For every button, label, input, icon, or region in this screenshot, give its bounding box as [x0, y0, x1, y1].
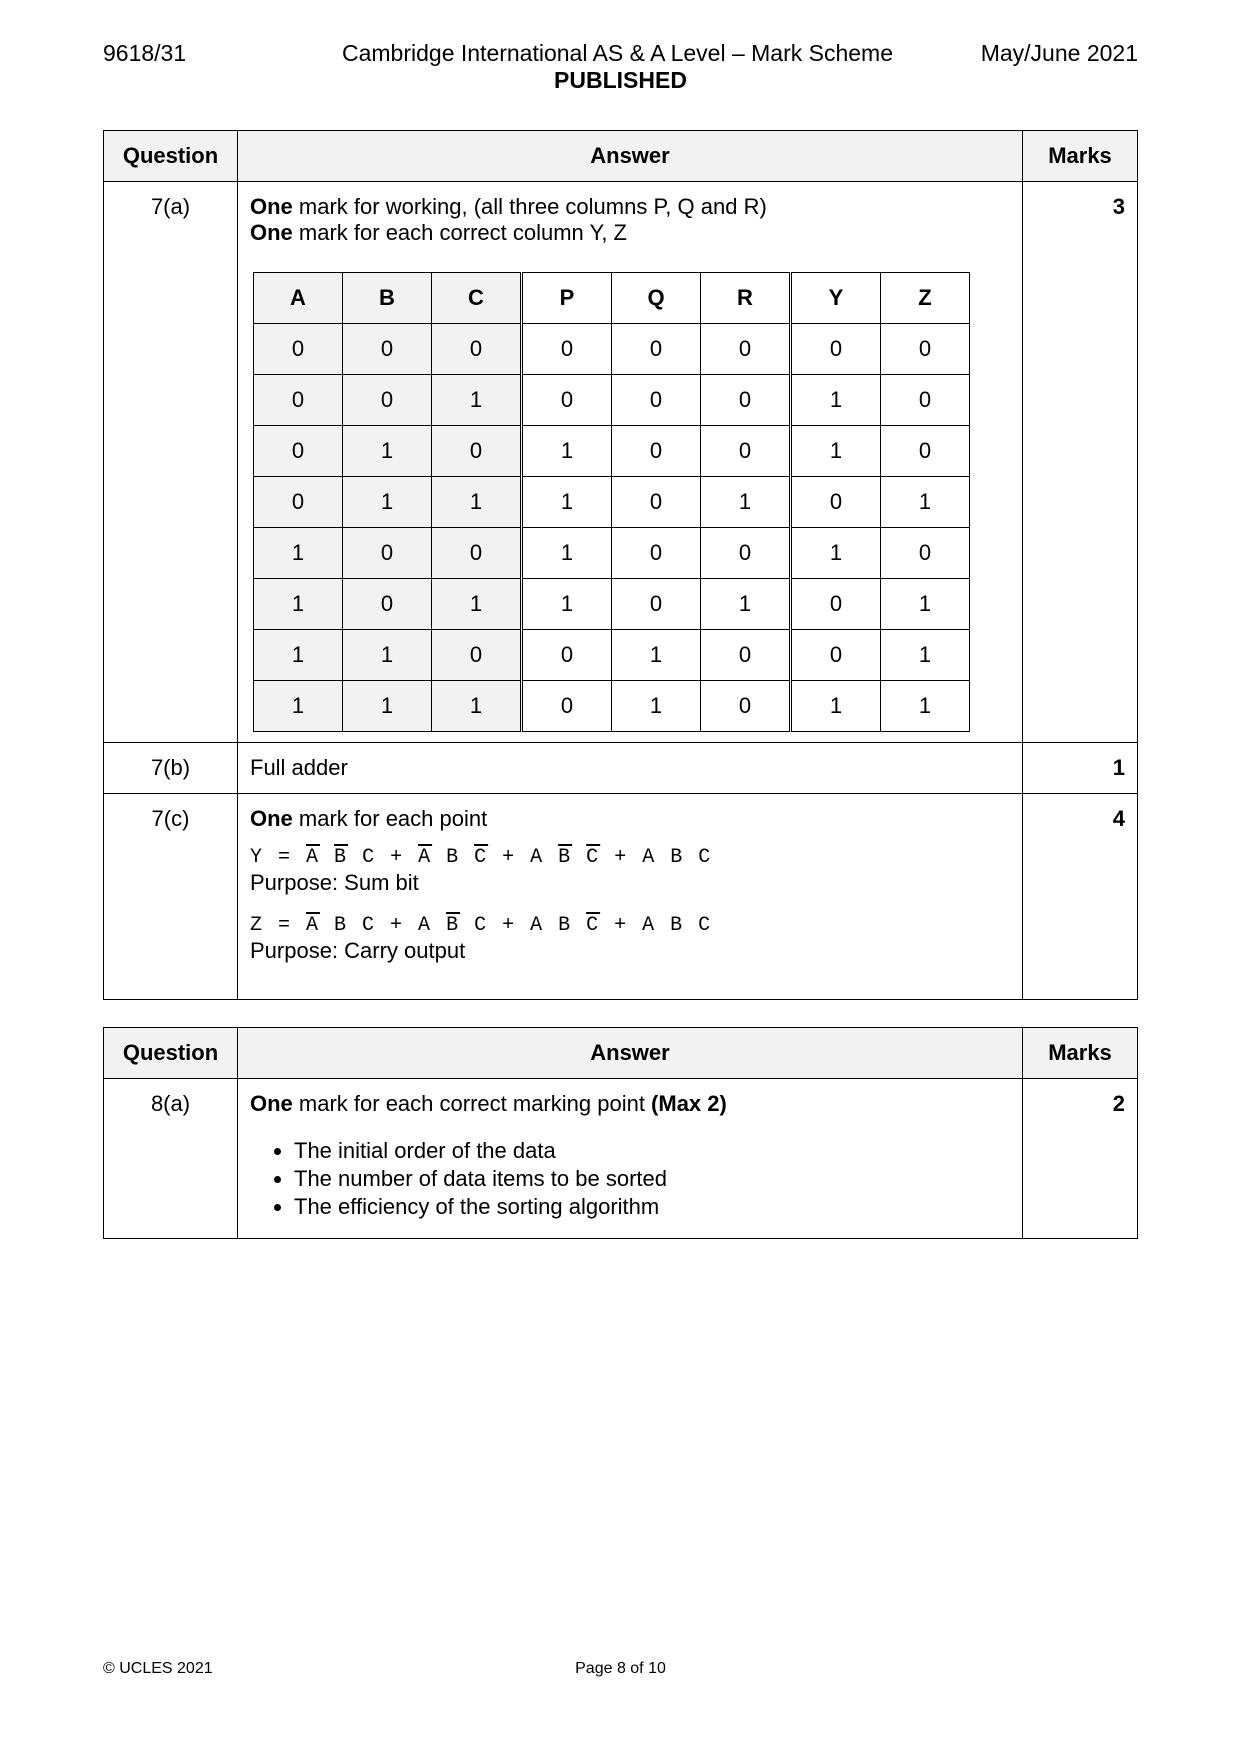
- marking-note: [250, 806, 1010, 832]
- note-text: mark for working, (all three columns P, Q and R): [292, 194, 767, 219]
- emphasis-text: One: [250, 1091, 293, 1116]
- truth-table-cell: 0: [881, 324, 970, 375]
- truth-table-cell: 0: [254, 426, 343, 477]
- carry-purpose: Purpose: Carry output: [250, 938, 466, 963]
- truth-table-cell: 0: [432, 528, 522, 579]
- truth-table-cell: 0: [254, 324, 343, 375]
- truth-table-header: Q: [612, 273, 701, 324]
- truth-table-cell: 1: [432, 477, 522, 528]
- truth-table-header: A: [254, 273, 343, 324]
- truth-table-cell: 0: [701, 630, 791, 681]
- truth-table-cell: 0: [254, 477, 343, 528]
- marks-value: 2: [1023, 1079, 1138, 1239]
- note-text: mark for each point: [292, 806, 488, 831]
- table-row: [104, 743, 1138, 794]
- truth-table-cell: 1: [254, 579, 343, 630]
- answer-cell: [238, 1079, 1023, 1239]
- truth-table-cell: 1: [432, 681, 522, 732]
- truth-table-cell: 1: [791, 375, 881, 426]
- emphasis-text: One: [250, 806, 293, 831]
- truth-table-cell: 0: [612, 579, 701, 630]
- truth-table-row: [254, 681, 970, 732]
- published-label: PUBLISHED: [554, 67, 687, 93]
- truth-table-row: [254, 324, 970, 375]
- list-item: • The number of data items to be sorted: [294, 1165, 1010, 1193]
- marks-column-header: Marks: [1023, 131, 1138, 182]
- truth-table-cell: 1: [254, 528, 343, 579]
- truth-table-cell: 0: [522, 375, 612, 426]
- truth-table-cell: 0: [612, 324, 701, 375]
- truth-table-cell: 1: [612, 630, 701, 681]
- truth-table-cell: 1: [343, 477, 432, 528]
- truth-table-cell: 0: [612, 528, 701, 579]
- truth-table-cell: 1: [254, 681, 343, 732]
- marking-points-list: [250, 1137, 1010, 1221]
- table-row: [104, 182, 1138, 743]
- truth-table-cell: 1: [791, 426, 881, 477]
- copyright-notice: © UCLES 2021: [103, 1660, 213, 1677]
- truth-table-cell: 1: [522, 426, 612, 477]
- note-text: mark for each correct marking point: [292, 1091, 652, 1116]
- truth-table-cell: 0: [791, 630, 881, 681]
- truth-table-cell: 1: [612, 681, 701, 732]
- truth-table-cell: 1: [881, 477, 970, 528]
- truth-table-cell: 0: [612, 375, 701, 426]
- truth-table-cell: 0: [432, 630, 522, 681]
- mark-scheme-table-q7: [103, 130, 1138, 1000]
- emphasis-text: One: [250, 194, 293, 219]
- marks-value: 1: [1023, 743, 1138, 794]
- truth-table-cell: 0: [612, 426, 701, 477]
- truth-table-cell: 0: [612, 477, 701, 528]
- marks-value: 3: [1023, 182, 1138, 743]
- list-item: • The efficiency of the sorting algorithm: [294, 1193, 1010, 1221]
- truth-table-cell: 0: [701, 528, 791, 579]
- truth-table-cell: 0: [343, 528, 432, 579]
- max-marks-note: (Max 2): [651, 1091, 727, 1116]
- truth-table-cell: 0: [791, 324, 881, 375]
- expression-prefix: Y =: [250, 846, 307, 869]
- truth-table-cell: 0: [881, 426, 970, 477]
- note-text: mark for each correct column Y, Z: [292, 220, 627, 245]
- truth-table-header: B: [343, 273, 432, 324]
- question-id: 7(a): [104, 182, 238, 743]
- truth-table-row: [254, 579, 970, 630]
- truth-table-cell: 1: [432, 375, 522, 426]
- marks-value: 4: [1023, 794, 1138, 1000]
- truth-table-cell: 0: [432, 426, 522, 477]
- truth-table-header: Y: [791, 273, 881, 324]
- truth-table-cell: 1: [432, 579, 522, 630]
- truth-table-cell: 0: [881, 528, 970, 579]
- truth-table: [253, 272, 970, 732]
- truth-table-cell: 0: [522, 630, 612, 681]
- truth-table-cell: 1: [522, 477, 612, 528]
- question-column-header: Question: [104, 1028, 238, 1079]
- truth-table-cell: 0: [701, 681, 791, 732]
- question-column-header: Question: [104, 131, 238, 182]
- table-header-row: [104, 1028, 1138, 1079]
- truth-table-cell: 0: [701, 426, 791, 477]
- answer-column-header: Answer: [238, 131, 1023, 182]
- marking-note: [250, 220, 1010, 246]
- sum-expression: $Y = \overline{A}$ $\overline{B}$ $C + \overline{A}$ B $\overline{C} + A$ $\overline{B}$ $\overline{C} + A$ B C: [250, 846, 713, 869]
- carry-expression: $Z = \overline{A}$ B C + A $\overline{B}$ C + A B $\overline{C} + A$ B C: [250, 914, 713, 937]
- truth-table-cell: 0: [343, 324, 432, 375]
- truth-table-cell: 0: [254, 375, 343, 426]
- sum-purpose: Purpose: Sum bit: [250, 870, 419, 895]
- question-id: 7(c): [104, 794, 238, 1000]
- truth-table-header: P: [522, 273, 612, 324]
- question-id: 7(b): [104, 743, 238, 794]
- truth-table-cell: 1: [254, 630, 343, 681]
- truth-table-cell: 1: [791, 528, 881, 579]
- truth-table-cell: 0: [522, 681, 612, 732]
- truth-table-cell: 1: [881, 630, 970, 681]
- truth-table-cell: 1: [343, 426, 432, 477]
- paper-code: 9618/31: [103, 40, 187, 66]
- emphasis-text: One: [250, 220, 293, 245]
- document-title: Cambridge International AS & A Level – Mark Scheme: [341, 40, 894, 66]
- truth-table-cell: 1: [791, 681, 881, 732]
- truth-table-cell: 1: [343, 681, 432, 732]
- truth-table-header: Z: [881, 273, 970, 324]
- answer-cell: [238, 182, 1023, 743]
- truth-table-row: [254, 630, 970, 681]
- answer-cell: [238, 794, 1023, 1000]
- marking-note: [250, 194, 1010, 220]
- answer-column-header: Answer: [238, 1028, 1023, 1079]
- truth-table-cell: 1: [881, 681, 970, 732]
- truth-table-cell: 0: [701, 375, 791, 426]
- marking-note: [250, 1091, 1010, 1117]
- table-row: [104, 794, 1138, 1000]
- truth-table-cell: 0: [522, 324, 612, 375]
- truth-table-row: [254, 375, 970, 426]
- truth-table-cell: 0: [791, 477, 881, 528]
- truth-table-row: [254, 477, 970, 528]
- truth-table-row: [254, 426, 970, 477]
- truth-table-row: [254, 528, 970, 579]
- table-header-row: [104, 131, 1138, 182]
- page-number: Page 8 of 10: [575, 1660, 666, 1677]
- expression-prefix: Z =: [250, 914, 307, 937]
- truth-table-header-row: [254, 273, 970, 324]
- truth-table-cell: 1: [522, 528, 612, 579]
- truth-table-cell: 1: [343, 630, 432, 681]
- truth-table-cell: 1: [701, 477, 791, 528]
- truth-table-cell: 0: [701, 324, 791, 375]
- marks-column-header: Marks: [1023, 1028, 1138, 1079]
- truth-table-cell: 0: [343, 375, 432, 426]
- answer-text: Full adder: [238, 743, 1023, 794]
- truth-table-cell: 1: [701, 579, 791, 630]
- table-row: [104, 1079, 1138, 1239]
- truth-table-cell: 1: [881, 579, 970, 630]
- truth-table-cell: 1: [522, 579, 612, 630]
- truth-table-cell: 0: [881, 375, 970, 426]
- truth-table-cell: 0: [432, 324, 522, 375]
- truth-table-cell: 0: [343, 579, 432, 630]
- list-item: • The initial order of the data: [294, 1137, 1010, 1165]
- truth-table-header: R: [701, 273, 791, 324]
- truth-table-header: C: [432, 273, 522, 324]
- mark-scheme-table-q8: [103, 1027, 1138, 1239]
- exam-session: May/June 2021: [980, 40, 1138, 66]
- truth-table-cell: 0: [791, 579, 881, 630]
- question-id: 8(a): [104, 1079, 238, 1239]
